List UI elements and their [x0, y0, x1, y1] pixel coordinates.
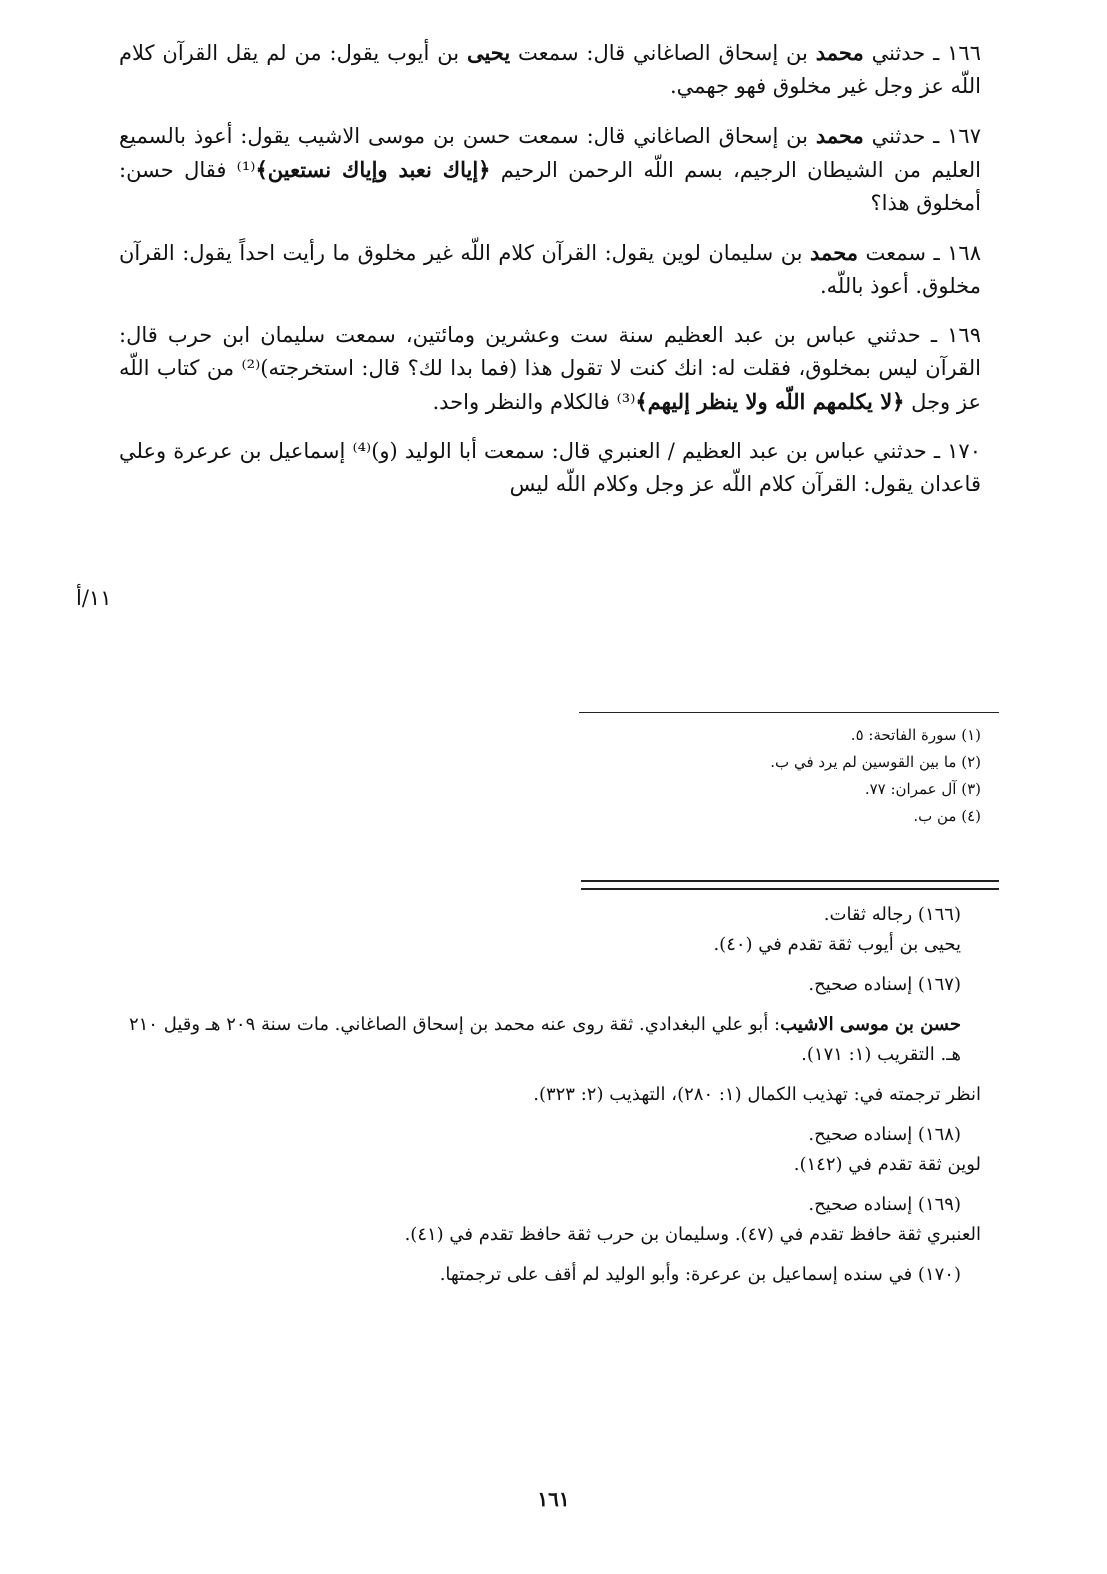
commentary-line	[119, 1010, 981, 1070]
commentary-text: : أبو علي البغدادي. ثقة روى عنه محمد بن إسحاق الصاغاني. مات سنة ٢٠٩ هـ وقيل ٢١٠ هـ. التقريب (١: ١٧١).	[128, 1014, 961, 1065]
main-text	[119, 36, 981, 517]
hadith-text: بن سليمان لوين يقول: القرآن كلام اللّه غير مخلوق ما رأيت احداً يقول: القرآن مخلوق. أعوذ باللّه.	[119, 241, 981, 298]
hadith-text: محمد	[810, 240, 858, 265]
footnote: (١) سورة الفاتحة: ٥.	[850, 726, 981, 744]
narrator-name: حسن بن موسى الاشيب	[780, 1014, 961, 1035]
hadith-text: ـ حدثني عباس بن عبد العظيم سنة ست وعشرين ومائتين، سمعت سليمان ابن حرب قال: القرآن ليس بمخلوق، فقلت له: انك كنت لا تقول هذا (فما بدا لك؟ قال: استخرجته)⁽²⁾ من كتاب اللّه عز وجل	[119, 323, 981, 414]
hadith-text: ـ سمعت	[858, 241, 948, 265]
commentary-text: (١٧٠) في سنده إسماعيل بن عرعرة: وأبو الوليد لم أقف على ترجمتها.	[439, 1264, 961, 1285]
footnotes	[481, 722, 981, 830]
commentary-line	[119, 1150, 981, 1180]
commentary-block	[119, 970, 981, 1000]
hadith-text: ـ حدثني	[863, 124, 948, 148]
commentary-line	[119, 1190, 981, 1220]
hadith-number: ١٦٦	[947, 41, 981, 65]
page-number: ١٦١	[537, 1487, 570, 1511]
hadith-paragraph	[119, 119, 981, 220]
hadith-number: ١٦٧	[947, 124, 981, 148]
commentary-text: انظر ترجمته في: تهذيب الكمال (١: ٢٨٠)، التهذيب (٢: ٣٢٣).	[533, 1084, 981, 1105]
hadith-text: بن أيوب يقول: من لم يقل القرآن كلام اللّه عز وجل غير مخلوق فهو جهمي.	[119, 41, 981, 98]
commentary-line	[119, 1260, 981, 1290]
hadith-text: ـ حدثني	[863, 41, 948, 65]
hadith-paragraph	[119, 236, 981, 303]
quran-verse: ﴿إياك نعبد وإياك نستعين﴾	[255, 157, 491, 182]
footnote: (٤) من ب.	[913, 807, 981, 825]
commentary-line	[119, 900, 981, 930]
footnote: (٣) آل عمران: ٧٧.	[864, 780, 981, 798]
hadith-text: بن إسحاق الصاغاني قال: سمعت	[510, 41, 816, 65]
quran-verse: ﴿لا يكلمهم اللّه ولا ينظر إليهم﴾	[635, 389, 905, 414]
commentary-block	[119, 1010, 981, 1070]
commentary-line	[119, 930, 981, 960]
hadith-number: ١٦٩	[947, 323, 981, 347]
commentary-block	[119, 900, 981, 960]
hadith-text: بن إسحاق الصاغاني قال: سمعت حسن بن موسى الاشيب يقول: أعوذ بالسميع العليم من الشيطان الرجيم، بسم اللّه الرحمن الرحيم	[119, 124, 981, 182]
commentary-line	[119, 1220, 981, 1250]
hadith-paragraph	[119, 435, 981, 501]
hadith-text: ⁽¹⁾ فقال حسن: أمخلوق هذا؟	[119, 158, 981, 215]
commentary-block	[119, 1260, 981, 1290]
commentary-text: (١٦٨) إسناده صحيح.	[808, 1124, 961, 1145]
hadith-number: ١٧٠	[947, 439, 981, 463]
commentary	[119, 900, 981, 1300]
commentary-text: لوين ثقة تقدم في (١٤٢).	[793, 1154, 981, 1175]
commentary-line	[119, 1120, 981, 1150]
commentary-line	[119, 1080, 981, 1110]
commentary-separator	[581, 880, 999, 890]
commentary-block	[119, 1190, 981, 1250]
commentary-text: (١٦٩) إسناده صحيح.	[808, 1194, 961, 1215]
manuscript-folio-marker: ١١/أ	[76, 586, 112, 610]
commentary-text: العنبري ثقة حافظ تقدم في (٤٧). وسليمان بن حرب ثقة حافظ تقدم في (٤١).	[404, 1224, 981, 1245]
hadith-number: ١٦٨	[947, 241, 981, 265]
footnote: (٢) ما بين القوسين لم يرد في ب.	[770, 753, 981, 771]
hadith-text: ⁽³⁾ فالكلام والنظر واحد.	[432, 390, 636, 414]
commentary-text: يحيى بن أيوب ثقة تقدم في (٤٠).	[713, 934, 961, 955]
hadith-text: محمد	[815, 40, 864, 65]
commentary-block	[119, 1080, 981, 1110]
hadith-text: محمد	[815, 123, 864, 148]
hadith-paragraph	[119, 36, 981, 103]
hadith-text: ـ حدثني عباس بن عبد العظيم / العنبري قال: سمعت أبا الوليد (و)⁽⁴⁾ إسماعيل بن عرعرة وعلي قاعدان يقول: القرآن كلام اللّه عز وجل وكلام اللّه ليس	[119, 439, 981, 496]
commentary-block	[119, 1120, 981, 1180]
footnote-separator	[579, 712, 999, 713]
commentary-text: (١٦٧) إسناده صحيح.	[808, 974, 961, 995]
hadith-text: يحيى	[466, 40, 511, 65]
commentary-line	[119, 970, 981, 1000]
commentary-text: (١٦٦) رجاله ثقات.	[823, 904, 961, 925]
hadith-paragraph	[119, 319, 981, 419]
